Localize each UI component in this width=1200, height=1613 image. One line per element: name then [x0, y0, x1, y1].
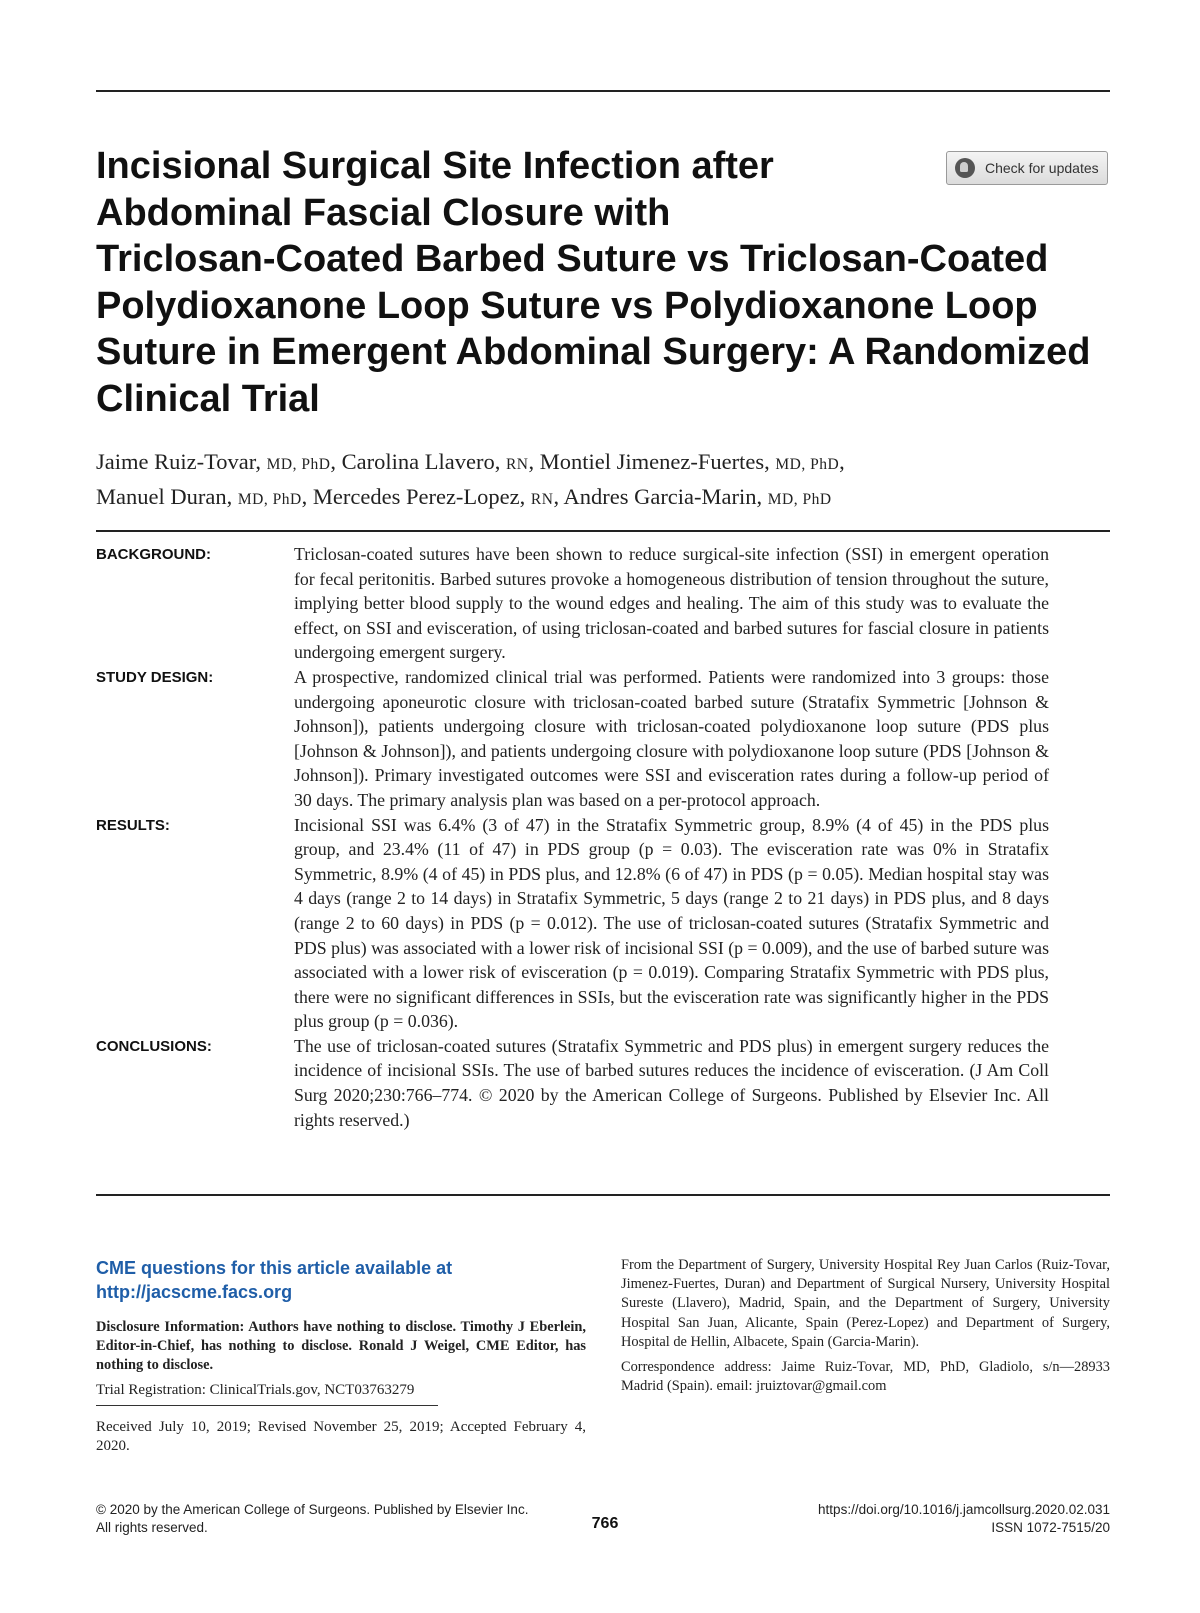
doi-link[interactable]: https://doi.org/10.1016/j.jamcollsurg.2020.02.031 — [818, 1502, 1110, 1517]
abstract-results — [96, 813, 1110, 1034]
section-text: Triclosan-coated sutures have been shown to reduce surgical-site infection (SSI) in emergent operation for fecal peritonitis. Barbed sutures provoke a homogeneous distribution of tension throughout the suture, implying better blood supply to the wound edges and healing. The aim of this study was to evaluate the effect, on SSI and evisceration, of using triclosan-coated and barbed sutures for fascial closure in patients undergoing emergent surgery. — [294, 544, 1049, 663]
section-text: A prospective, randomized clinical trial was performed. Patients were randomized into 3 groups: those undergoing aponeurotic closure with triclosan-coated barbed suture (Stratafix Symmetric [Johnson & Johnson]), patients undergoing closure with triclosan-coated polydioxanone loop suture (PDS plus [Johnson & Johnson]), and patients undergoing closure with polydioxanone loop suture (PDS [Johnson & Johnson]). Primary investigated outcomes were SSI and evisceration rates during a follow-up period of 30 days. The primary analysis plan was based on a per-protocol approach. — [294, 666, 1049, 810]
disclosure-info: Disclosure Information: Authors have nothing to disclose. Timothy J Eberlein, Editor-in-Chief, has nothing to disclose. Ronald J Weigel, CME Editor, has nothing to disclose. — [96, 1319, 586, 1373]
cme-link[interactable]: http://jacscme.facs.org — [96, 1282, 293, 1302]
bookmark-icon — [955, 158, 975, 178]
section-label: STUDY DESIGN: — [96, 668, 214, 686]
affiliations — [621, 1256, 1110, 1396]
doi-block — [818, 1501, 1110, 1537]
author-credentials: RN — [505, 456, 529, 473]
issn: ISSN 1072-7515/20 — [991, 1520, 1110, 1535]
correspondence-address: Correspondence address: Jaime Ruiz-Tovar, MD, PhD, Gladiolo, s/n—28933 Madrid (Spain). email: jruiztovar@gmail.com — [621, 1359, 1110, 1395]
title-line: Clinical Trial — [96, 377, 320, 420]
title-line: Triclosan-Coated Barbed Suture vs Triclosan-Coated — [96, 238, 1049, 280]
affiliation-text: From the Department of Surgery, University Hospital Rey Juan Carlos (Ruiz-Tovar, Jimenez-Fuertes, Duran) and Department of Surgical Nursery, University Hospital Sureste (Llavero), Madrid, Spain, and the Department of Surgery, University Hospital San Juan, Alicante, Spain (Perez-Lopez) and Department of Surgery, Hospital de Hellin, Albacete, Spain (Garcia-Marin). — [621, 1257, 1110, 1350]
author-name: Carolina Llavero — [341, 449, 495, 474]
copyright-line: All rights reserved. — [96, 1520, 208, 1535]
abstract-study-design — [96, 665, 1110, 813]
title-line: Abdominal Fascial Closure with — [96, 191, 671, 234]
received-dates: Received July 10, 2019; Revised November 25, 2019; Accepted February 4, 2020. — [96, 1419, 586, 1454]
check-for-updates-label: Check for updates — [985, 160, 1099, 176]
title-line: Suture in Emergent Abdominal Surgery: A Randomized — [96, 331, 1091, 373]
author-name: Montiel Jimenez-Fuertes — [539, 449, 765, 474]
abstract-bottom-rule — [96, 1194, 1110, 1196]
author-name: Jaime Ruiz-Tovar — [96, 449, 256, 474]
author-credentials: MD, PhD — [237, 491, 302, 508]
abstract-background — [96, 542, 1110, 665]
page-number: 766 — [591, 1515, 619, 1532]
check-for-updates-button[interactable] — [946, 151, 1108, 185]
section-label: CONCLUSIONS: — [96, 1037, 212, 1055]
author-credentials: MD, PhD — [775, 456, 840, 473]
cme-text: CME questions for this article available at — [96, 1258, 453, 1278]
author-line: Jaime Ruiz-Tovar, MD, PhD, Carolina Llavero, RN, Montiel Jimenez-Fuertes, MD, PhD, — [96, 449, 845, 474]
title-line: Polydioxanone Loop Suture vs Polydioxanone Loop — [96, 284, 1038, 327]
abstract — [96, 542, 1110, 1132]
title-line: Incisional Surgical Site Infection after — [96, 145, 774, 187]
section-label: RESULTS: — [96, 816, 170, 834]
cme-notice — [96, 1256, 586, 1304]
copyright-notice — [96, 1501, 528, 1537]
author-credentials: RN — [530, 491, 554, 508]
copyright-line: © 2020 by the American College of Surgeons. Published by Elsevier Inc. — [96, 1502, 529, 1517]
abstract-top-rule — [96, 530, 1110, 532]
header-rule — [96, 90, 1110, 92]
author-credentials: MD, PhD — [266, 456, 331, 473]
section-text: The use of triclosan-coated sutures (Stratafix Symmetric and PDS plus) in emergent surgery reduces the incidence of incisional SSIs. The use of barbed sutures reduces the incidence of evisceration. (J Am Coll Surg 2020;230:766–774. © 2020 by the American College of Surgeons. Published by Elsevier Inc. All rights reserved.) — [294, 1035, 1049, 1130]
trial-registration: Trial Registration: ClinicalTrials.gov, NCT03763279 — [96, 1382, 415, 1398]
author-list — [96, 446, 1106, 516]
author-credentials: MD, PhD — [767, 491, 832, 508]
author-name: Andres Garcia-Marin — [563, 484, 757, 509]
author-line: Manuel Duran, MD, PhD, Mercedes Perez-Lopez, RN, Andres Garcia-Marin, MD, PhD — [96, 484, 832, 509]
article-notes — [96, 1318, 586, 1456]
abstract-conclusions — [96, 1034, 1110, 1132]
notes-divider — [96, 1405, 438, 1406]
section-text: Incisional SSI was 6.4% (3 of 47) in the Stratafix Symmetric group, 8.9% (4 of 45) in the PDS plus group, and 23.4% (11 of 47) in PDS group (p = 0.03). The evisceration rate was 0% in Stratafix Symmetric, 8.9% (4 of 45) in PDS plus, and 12.8% (6 of 47) in PDS (p = 0.05). Median hospital stay was 4 days (range 2 to 14 days) in Stratafix Symmetric, 5 days (range 2 to 21 days) in PDS plus, and 8 days (range 2 to 60 days) in PDS (p = 0.012). The use of triclosan-coated sutures (Stratafix Symmetric and PDS plus) was associated with a lower risk of incisional SSI (p = 0.009), and the use of barbed suture was associated with a lower risk of evisceration (p = 0.019). Comparing Stratafix Symmetric with PDS plus, there were no significant differences in SSIs, but the evisceration rate was significantly higher in the PDS plus group (p = 0.036). — [294, 814, 1049, 1032]
author-name: Mercedes Perez-Lopez — [312, 484, 520, 509]
author-name: Manuel Duran — [96, 484, 227, 509]
section-label: BACKGROUND: — [96, 546, 211, 563]
